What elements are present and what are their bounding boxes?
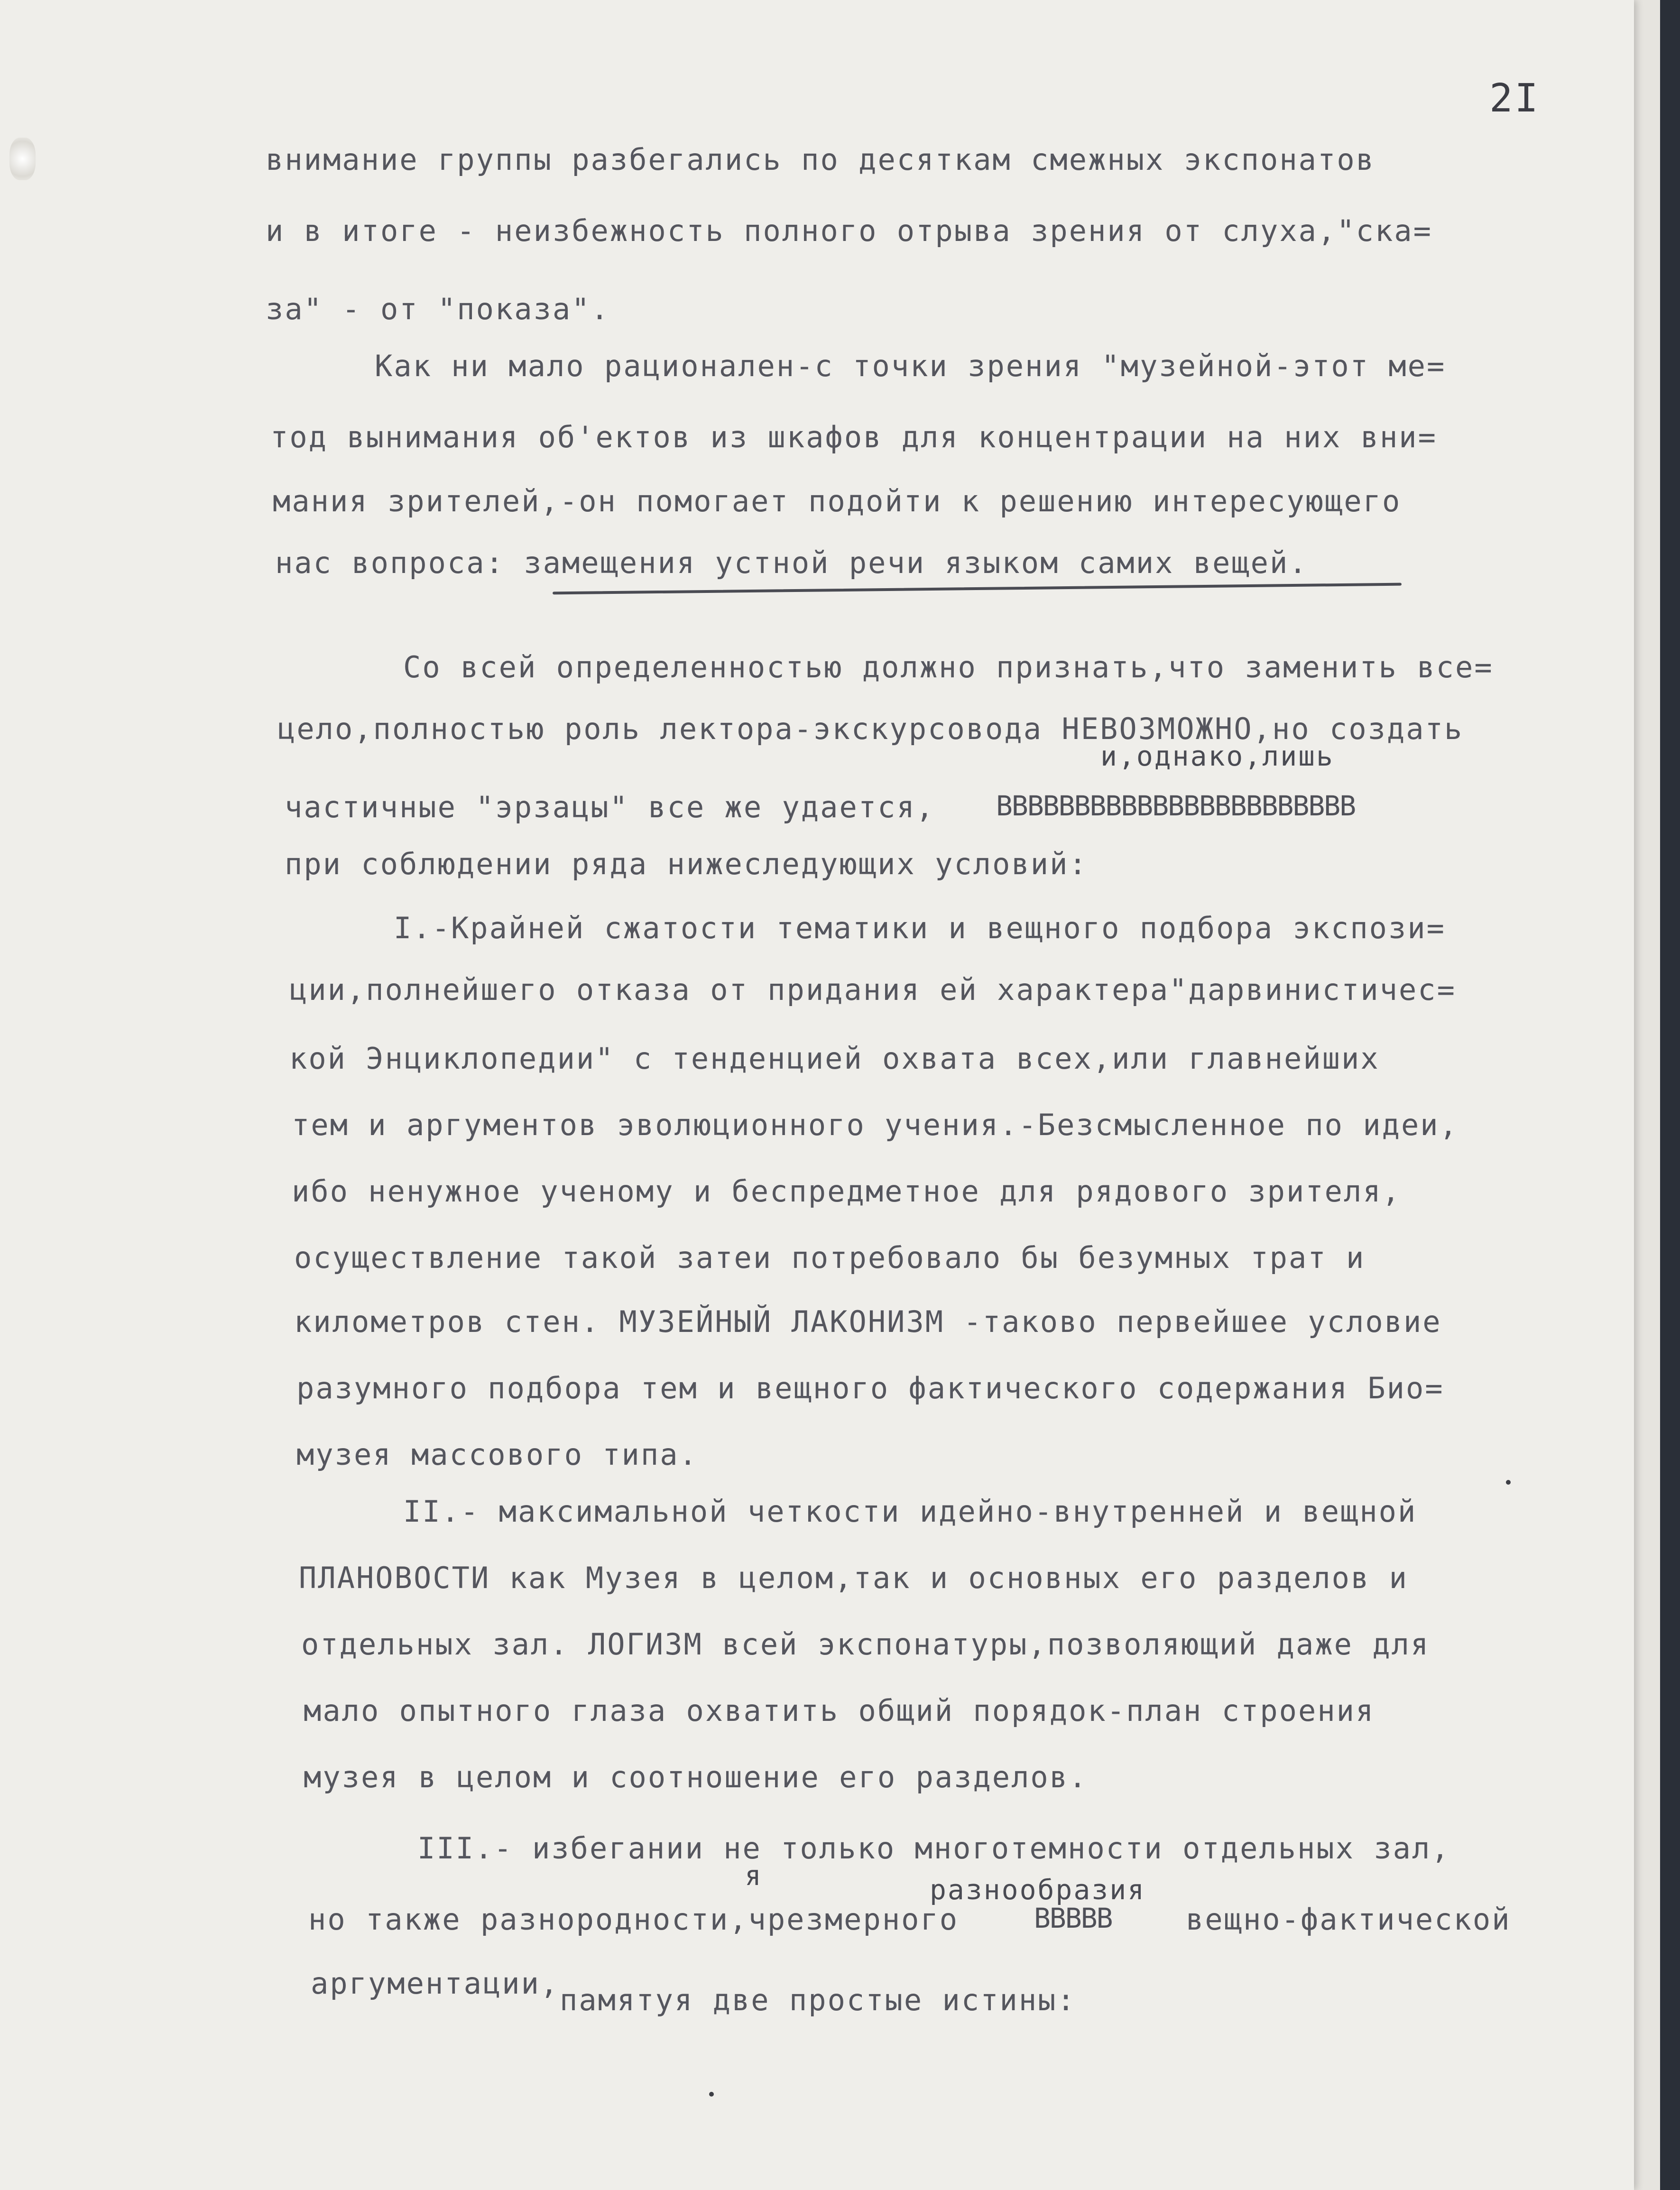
ink-speck [709,2092,714,2097]
typed-line: кой Энциклопедии" с тенденцией охвата всех,или главнейших [289,1041,1380,1076]
typed-line: осуществление такой затеи потребовало бы безумных трат и [294,1240,1366,1275]
strikeout: ВВВВВВВВВВВВВВВВВВВВВВВ [996,790,1356,822]
typed-line: мало опытного глаза охватить общий порядок-план строения [304,1693,1375,1728]
typed-line: музея массового типа. [296,1437,698,1472]
inserted-word: и,однако,лишь [1100,740,1334,772]
paper-blemish [9,138,36,180]
typed-line: ции,полнейшего отказа от придания ей характера"дарвинистичес= [289,972,1456,1007]
typed-line: I.-Крайней сжатости тематики и вещного подбора экспози= [394,911,1446,945]
typed-line: Как ни мало рационален-с точки зрения "музейной-этот ме= [375,349,1446,383]
typed-line: вещно-фактической [1186,1902,1511,1937]
inserted-word: я [745,1859,763,1892]
typed-line: II.- максимальной четкости идейно-внутренней и вещной [403,1494,1417,1529]
typed-line: нас вопроса: замещения устной речи языком самих вещей. [275,545,1308,580]
typed-line: внимание группы разбегались по десяткам смежных экспонатов [266,142,1375,177]
typed-line: цело,полностью роль лектора-экскурсовода НЕВОЗМОЖНО,но создать [277,712,1464,746]
typed-line: километров стен. МУЗЕЙНЫЙ ЛАКОНИЗМ -таково первейшее условие [294,1304,1442,1339]
typed-line: за" - от "показа". [266,292,610,326]
typed-line: ибо ненужное ученому и беспредметное для рядового зрителя, [292,1174,1401,1209]
typed-line: памятуя две простые истины: [560,1983,1076,2017]
strikeout: ВВВВВ [1034,1902,1112,1934]
ink-speck [1506,1480,1511,1485]
typed-line: и в итоге - неизбежность полного отрыва зрения от слуха,"ска= [266,213,1432,248]
inserted-word: разнообразия [930,1874,1146,1906]
typed-line: аргументации, [311,1966,560,2001]
typed-line: но также разнородности,чрезмерного [308,1902,959,1937]
typed-line: III.- избегании не только многотемности отдельных зал, [417,1831,1450,1866]
typed-line: отдельных зал. ЛОГИЗМ всей экспонатуры,позволяющий даже для [301,1627,1430,1662]
typed-line: тем и аргументов эволюционного учения.-Безсмысленное по идеи, [292,1108,1458,1142]
typed-line: тод вынимания об'ектов из шкафов для концентрации на них вни= [270,420,1437,454]
typed-line: ПЛАНОВОСТИ как Музея в целом,так и основных его разделов и [299,1561,1408,1595]
typed-line: при соблюдении ряда нижеследующих условий: [285,847,1088,881]
typed-line: частичные "эрзацы" все же удается, [285,790,935,824]
typed-line: Со всей определенностью должно признать,что заменить все= [403,650,1494,684]
typed-line: музея в целом и соотношение его разделов. [304,1760,1088,1794]
emphasis-underline [553,583,1402,595]
typed-line: мания зрителей,-он помогает подойти к решению интересующего [273,484,1402,518]
typed-line: разумного подбора тем и вещного фактического содержания Био= [296,1371,1444,1405]
page-number: 2I [1489,76,1540,121]
